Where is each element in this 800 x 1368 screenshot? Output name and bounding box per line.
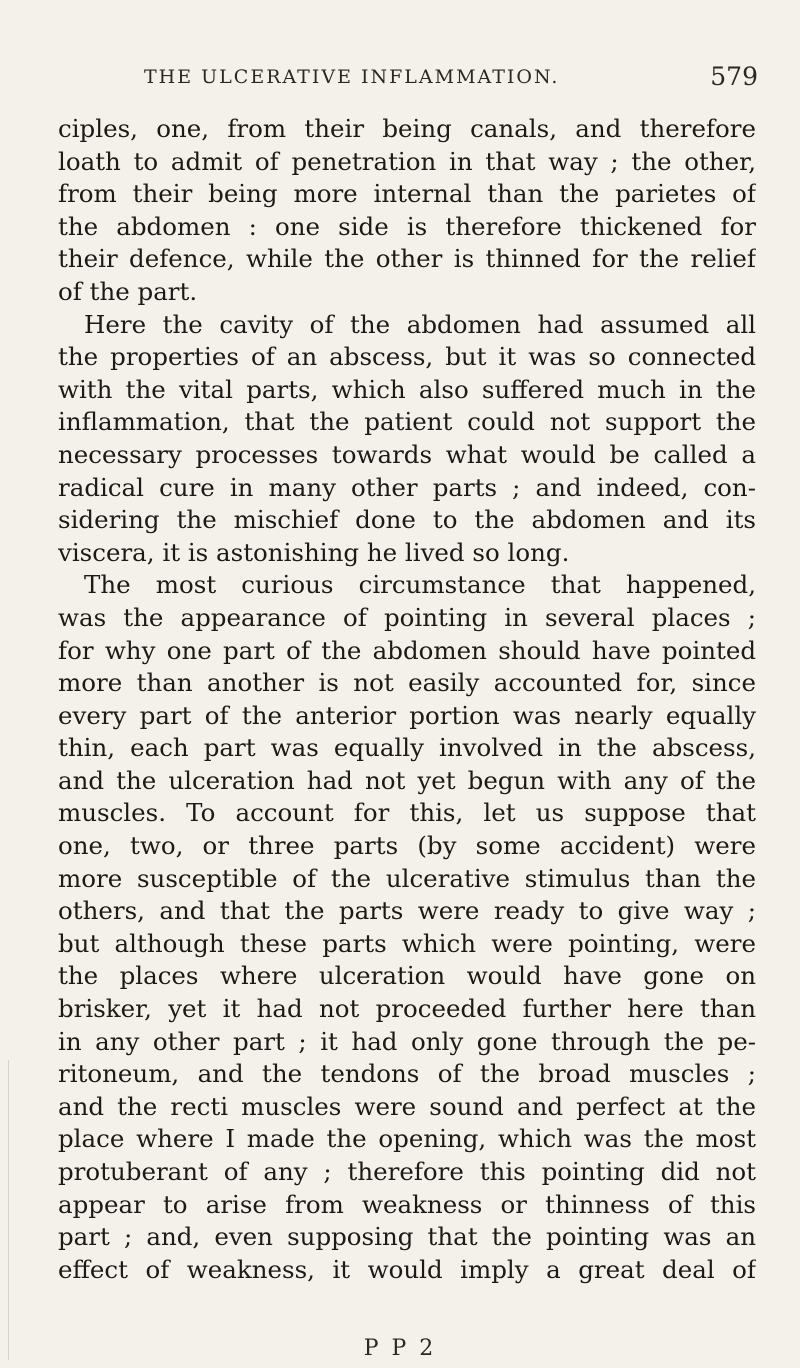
page-number: 579	[710, 62, 758, 91]
text-line: and the recti muscles were sound and perfect at the	[58, 1091, 756, 1121]
body-text	[58, 113, 756, 1286]
text-line: one, two, or three parts (by some accident) were	[58, 831, 756, 861]
running-title: THE ULCERATIVE INFLAMMATION.	[144, 66, 560, 88]
text-line: more than another is not easily accounted for, since	[58, 668, 756, 698]
text-line: with the vital parts, which also suffered much in the	[58, 374, 756, 404]
text-line: ritoneum, and the tendons of the broad muscles ;	[58, 1059, 756, 1089]
gutter-shadow	[8, 1060, 9, 1360]
text-line: loath to admit of penetration in that way ; the other,	[58, 146, 756, 176]
text-line: thin, each part was equally involved in the abscess,	[58, 733, 756, 763]
text-line: others, and that the parts were ready to give way ;	[58, 896, 756, 926]
text-line: The most curious circumstance that happened,	[84, 570, 756, 600]
text-line: more susceptible of the ulcerative stimulus than the	[58, 863, 756, 893]
text-line: protuberant of any ; therefore this pointing did not	[58, 1157, 756, 1186]
running-head	[60, 62, 760, 98]
text-line: viscera, it is astonishing he lived so long.	[58, 537, 570, 567]
text-line: the abdomen : one side is therefore thickened for	[58, 211, 756, 241]
signature-mark: P P 2	[363, 1336, 437, 1361]
text-line: the places where ulceration would have gone on	[58, 961, 756, 991]
text-line: their defence, while the other is thinned for the relief	[58, 244, 756, 274]
text-line: but although these parts which were pointing, were	[58, 928, 756, 958]
text-line: muscles. To account for this, let us suppose that	[58, 798, 756, 828]
text-line: in any other part ; it had only gone through the pe-	[58, 1026, 756, 1056]
text-line: effect of weakness, it would imply a great deal of	[58, 1254, 756, 1284]
text-line: place where I made the opening, which was the most	[58, 1124, 756, 1154]
text-line: Here the cavity of the abdomen had assumed all	[84, 309, 756, 339]
text-line: brisker, yet it had not proceeded further here than	[58, 994, 756, 1024]
text-line: every part of the anterior portion was nearly equally	[58, 700, 756, 730]
text-line: ciples, one, from their being canals, and therefore	[58, 114, 756, 143]
text-line: for why one part of the abdomen should have pointed	[58, 635, 756, 665]
text-line: was the appearance of pointing in several places ;	[58, 602, 756, 632]
text-line: part ; and, even supposing that the pointing was an	[58, 1222, 756, 1252]
text-line: inflammation, that the patient could not support the	[58, 407, 756, 437]
text-line: radical cure in many other parts ; and indeed, con-	[58, 472, 756, 502]
text-line: necessary processes towards what would be called a	[58, 439, 756, 469]
text-line: appear to arise from weakness or thinness of this	[58, 1189, 756, 1219]
text-line: and the ulceration had not yet begun with any of the	[58, 765, 756, 795]
text-line: of the part.	[58, 276, 198, 306]
text-line: from their being more internal than the parietes of	[58, 179, 756, 209]
text-line: the properties of an abscess, but it was so connected	[58, 342, 756, 372]
text-line: sidering the mischief done to the abdomen and its	[58, 505, 756, 535]
